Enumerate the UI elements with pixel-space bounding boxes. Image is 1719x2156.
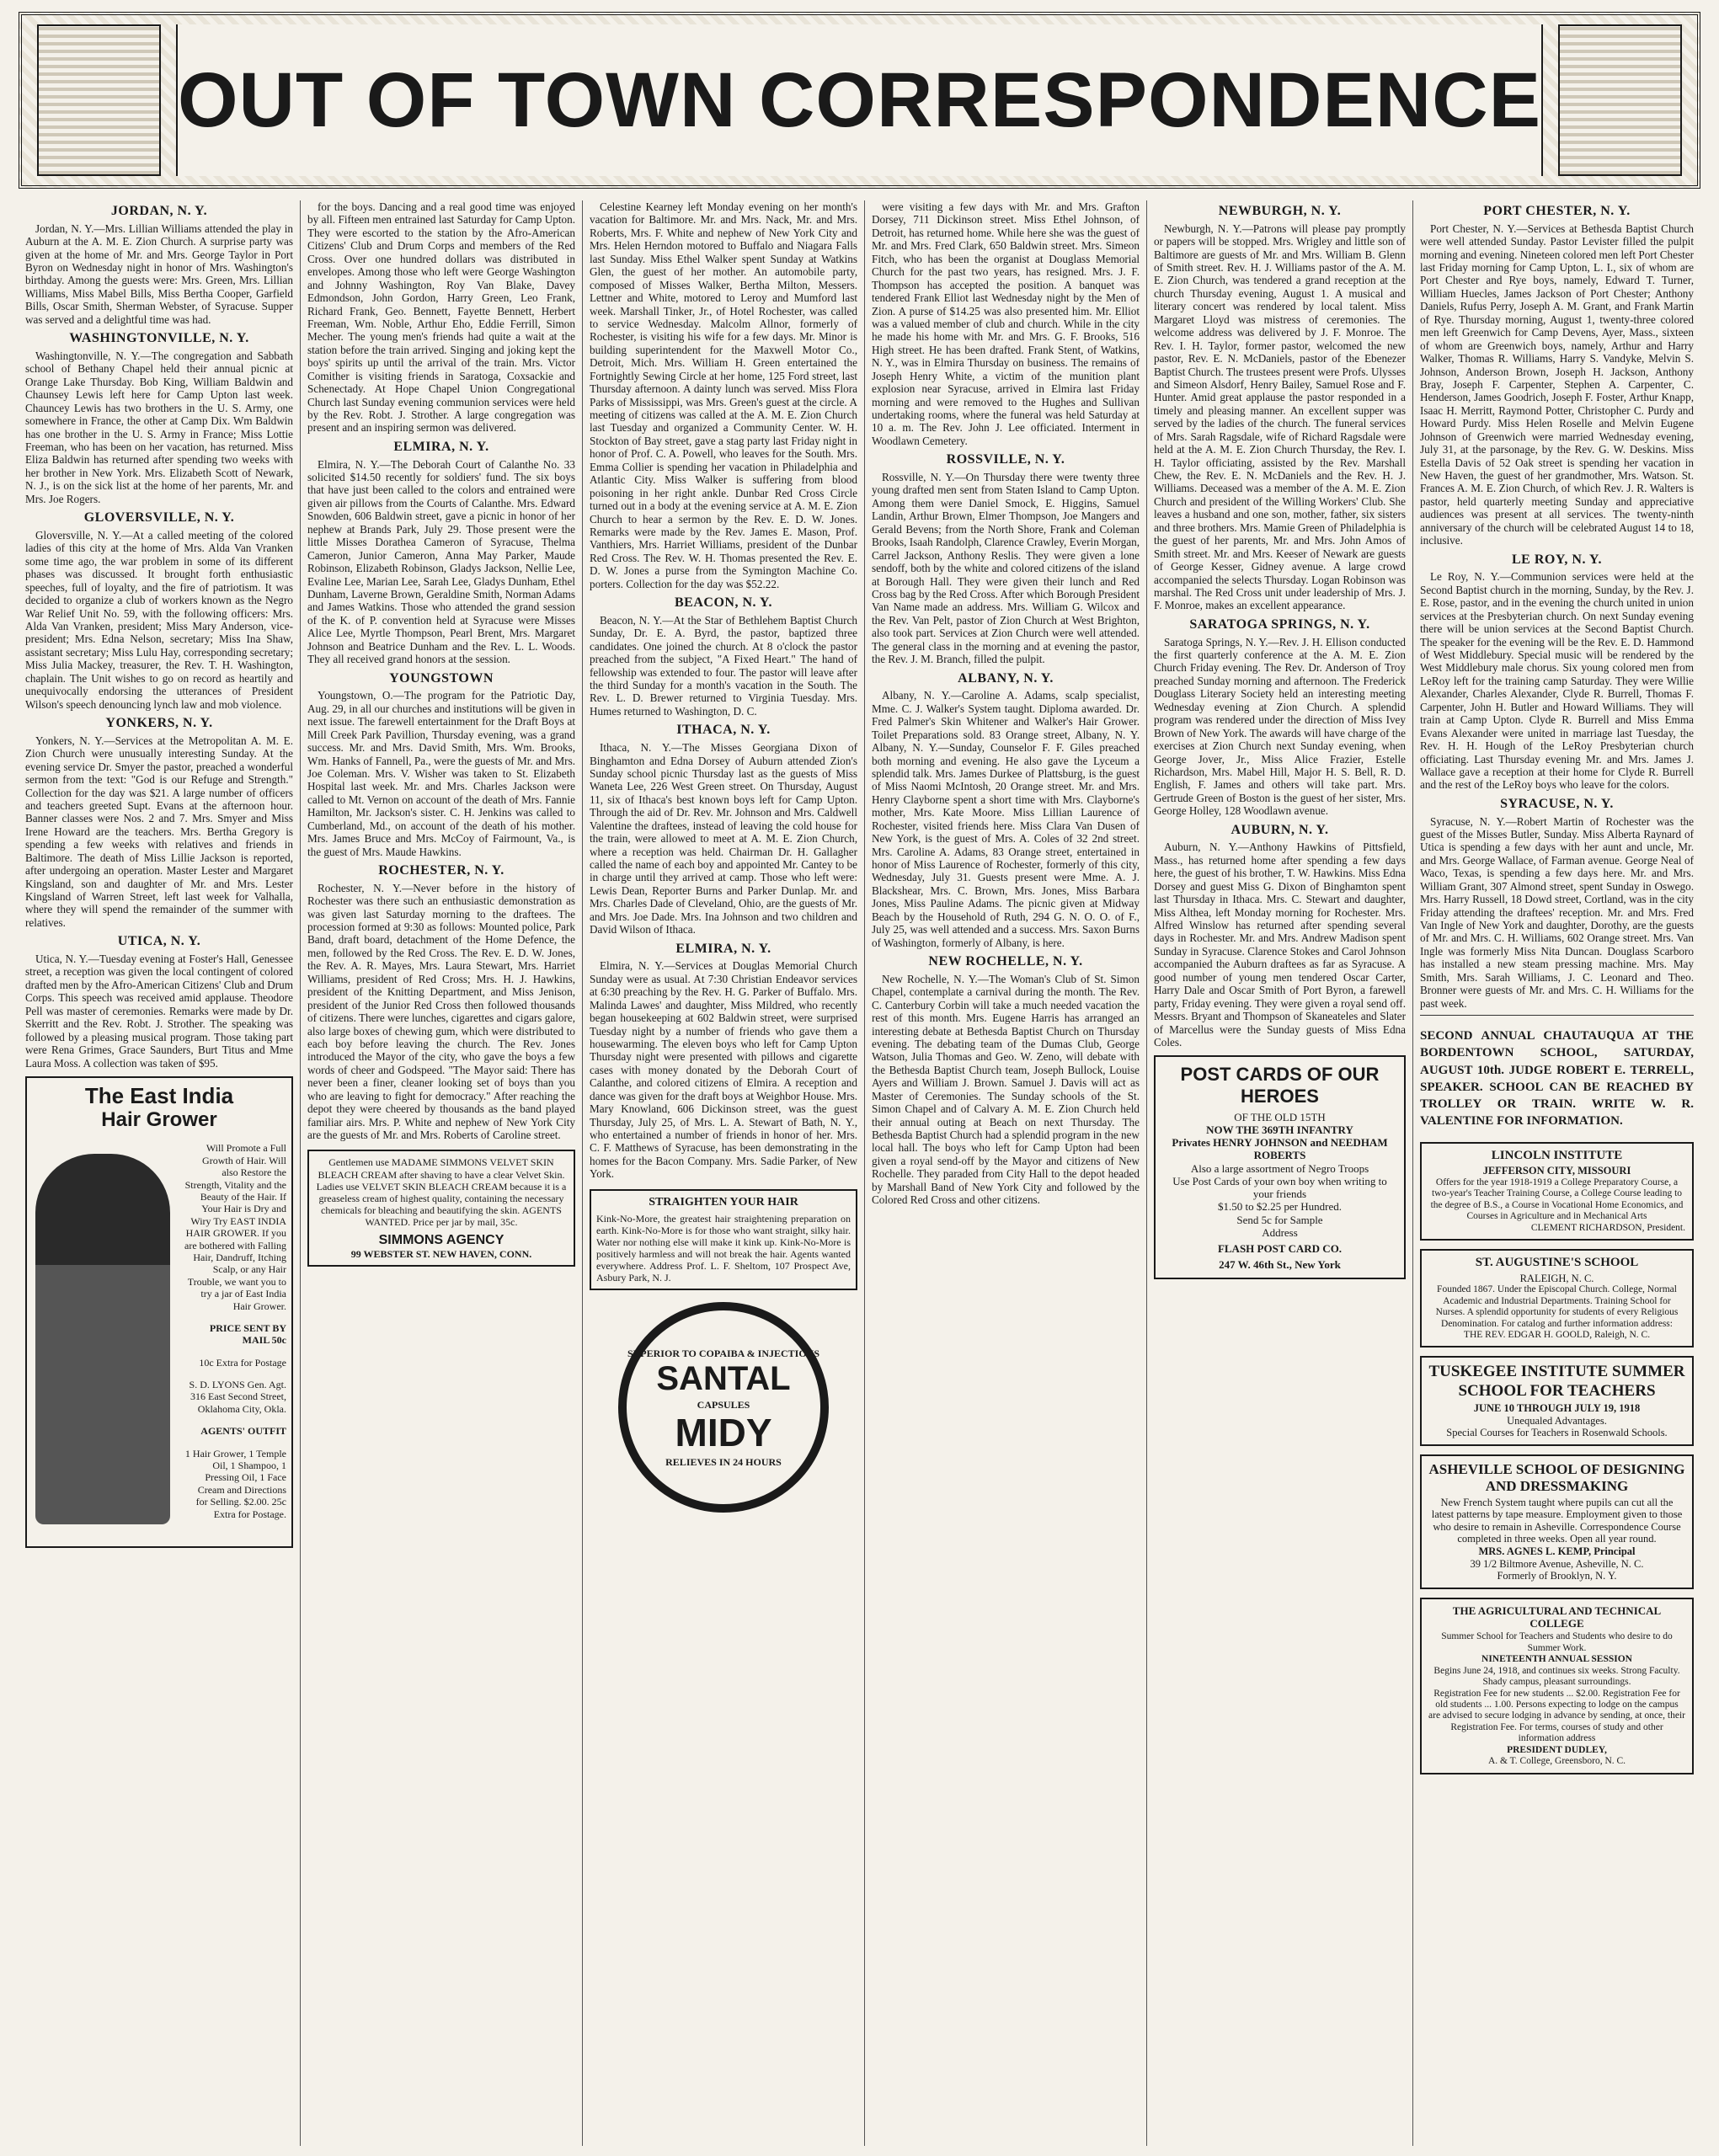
article-body: Newburgh, N. Y.—Patrons will please pay promptly or papers will be stopped. Mrs. Wrigley and little son of Baltimore are guests of Mr. and Mrs. William B. Glenn of Smith street. Rev. H. J. Williams pastor of the A. M. E. Zion Church, was tendered a grand reception at the church Thursday evening, August 1. A musical and literary concert was rendered by local talent. Miss Margaret Lloyd was mistress of ceremonies. The welcome address was delivered by J. F. Monroe. The Rev. I. H. Taylor, former pastor, welcomed the new pastor, Rev. E. N. McDaniels, pastor of the Ebenezer Baptist Church. The trustees present were Profs. Ulysses and Simeon Alsdorf, Henry Bailey, Samuel Rose and F. Hunter. Amid great applause the pastor responded in a timely and pleasing manner. An excellent supper was served by the ladies of the church. The funeral services of Mrs. Sarah Ragsdale, wife of Richard Ragsdale were held at the A. M. E. Zion Church Thursday, the Rev. I. H. Taylor officiating, assisted by the Rev. Marshall Chew, the Rev. E. N. McDaniels and the Rev. H. J. Williams. Deceased was a member of the A. M. E. Zion Church and president of the Willing Workers' Club. She leaves a husband and one son, mother, father, six sisters and three brothers. Mrs. Mamie Green of Philadelphia is the guest of her parents, Mr. and Mrs. John Amos of Smith street. Mr. and Mrs. Keeser of Newark are guests of George Kesser, Gidney avenue. A large crowd accompanied the selects Thursday. Logan Robinson was marshal. The Red Cross unit under leadership of Mrs. J. F. Monroe, makes an excellent appearance. — [1154, 221, 1406, 612]
ad-line: Send 5c for Sample — [1236, 1213, 1323, 1226]
ad-postage: 10c Extra for Postage — [199, 1356, 286, 1369]
notice-chautauqua: SECOND ANNUAL CHAUTAUQUA AT THE BORDENTOWN SCHOOL, SATURDAY, AUGUST 10th. JUDGE ROBERT E. TERRELL, SPEAKER. SCHOOL CAN BE REACHED BY TROLLEY OR TRAIN. WRITE W. R. VALENTINE FOR INFORMATION. — [1420, 1029, 1694, 1129]
ad-session: NINETEENTH ANNUAL SESSION — [1481, 1654, 1632, 1665]
ad-straighten-hair — [590, 1189, 857, 1291]
article-head: YOUNGSTOWN — [389, 670, 494, 686]
ad-subtitle: Hair Grower — [101, 1108, 217, 1132]
ad-address: 247 W. 46th St., New York — [1219, 1258, 1341, 1272]
article-head: UTICA, N. Y. — [117, 934, 201, 949]
ad-company: FLASH POST CARD CO. — [1217, 1241, 1343, 1255]
ad-principal: MRS. AGNES L. KEMP, Principal — [1478, 1545, 1636, 1558]
ad-place: RALEIGH, N. C. — [1519, 1272, 1594, 1284]
masthead-illustration-right — [1558, 24, 1682, 176]
columns-area — [19, 200, 1700, 2146]
article-body: Rossville, N. Y.—On Thursday there were twenty three young drafted men sent from Staten Island to Camp Upton. Among them were Daniel Smock, E. Higgins, Samuel Landin, Arthur Brown, Elmer Thompson, Joe Mangers and Gerald Bevens; from the North Shore, Frank and Coleman Brooks, Isaah Randolph, Clarence Crawley, Everin Morgan, Carrel Jackson, Anthony Reslis. They were given a lone sendoff, both by the white and colored citizens of the island at Borough Hall. They were given their lunch and Red Cross bag by the Red Cross. After which Borough President Van Name made an address. Mrs. William G. Wilcox and the Rev. Van Pelt, pastor of Zion Church at West Brighton, also took part. Services at Zion Church were well attended. The general class in the morning and at evening the pastor, the Rev. J. M. Branch, filled the pulpit. — [872, 471, 1140, 666]
article-elmira-continued — [872, 200, 1140, 447]
ad-line: $1.50 to $2.25 per Hundred. — [1218, 1200, 1342, 1214]
article-rossville — [872, 452, 1140, 665]
ad-body: Offers for the year 1918-1919 a College Preparatory Course, a two-year's Teacher Training Course, a College Course leading to the degree of B.S., a Course in Vocational Home Economics, and Courses in Agriculture and in Mechanical Arts — [1430, 1177, 1684, 1222]
article-head: ALBANY, N. Y. — [958, 670, 1054, 686]
ad-body: Kink-No-More, the greatest hair straightening preparation on earth. Kink-No-More is for those who want straight, silky hair. Water nor nothing else will make it kink up. Kink-No-More is positively harmless and will not break the hair. Agents wanted everywhere. Address Prof. L. F. Sheltom, 107 Prospect Ave, Asbury Park, N. J. — [596, 1213, 851, 1284]
ad-body: New French System taught where pupils can cut all the latest patterns by tape measure. Employment given to those who desire to remain in Asheville. Correspondence Course completed in three weeks. Open all year round. — [1431, 1496, 1683, 1545]
ad-santal-top: SUPERIOR TO COPAIBA & INJECTIONS — [627, 1347, 820, 1359]
ad-asheville-school — [1420, 1454, 1694, 1589]
article-body: Rochester, N. Y.—Never before in the history of Rochester was there such an enthusiastic demonstration as was given last Saturday morning to the draftees. The procession formed at 9:30 as follows: Mounted police, Park Band, draft board, detachment of the Home Defence, the men, followed by the Red Cross. The Rev. E. D. W. Jones, the Rev. A. R. Mayes, Mrs. Laura Stewart, Mrs. Harriet Williams, president of Red Cross; Mrs. H. J. Hawkins, president of the Knitting Department, and Miss Jenison, president of the Junior Red Cross then followed thousands of citizens. There were lunches, cigarettes and cigars galore, also large boxes of chewing gum, which were distributed to each boy before leaving the church. The Rev. Jones introduced the Mayor of the city, who gave the boys a few words of cheer and Godspeed. "The Mayor said: There has never been a finer, cleaner looking set of boys than you who are leaving to fight for democracy." After reaching the depot they were cheered by thousands as the band played familiar airs. Mrs. P. White and nephew of New York City are the guests of Mr. and Mrs. Roberts of Caroline street. — [307, 881, 575, 1142]
article-head: JORDAN, N. Y. — [110, 204, 208, 218]
ad-title: The East India — [84, 1082, 234, 1108]
ad-outfit: 1 Hair Grower, 1 Temple Oil, 1 Shampoo, 1 Pressing Oil, 1 Face Cream and Directions for Selling. $2.00. 25c Extra for Postage. — [184, 1447, 286, 1520]
ad-title: ST. AUGUSTINE'S SCHOOL — [1475, 1256, 1639, 1270]
ad-post-cards — [1154, 1055, 1406, 1279]
ad-santal-midy — [618, 1302, 829, 1513]
article-utica-continued — [307, 200, 575, 435]
article-rochester-continued — [590, 200, 857, 590]
ad-agricultural-technical-college — [1420, 1598, 1694, 1774]
article-youngstown — [307, 671, 575, 858]
article-head: ELMIRA, N. Y. — [675, 941, 771, 956]
masthead — [19, 12, 1700, 189]
article-body: Auburn, N. Y.—Anthony Hawkins of Pittsfield, Mass., has returned home after spending a few days here, the guest of his brother, T. W. Hawkins. Miss Edna Dorsey and guest Miss G. Dixon of Binghamton spent last Thursday in Ithaca. Mrs. C. Stewart and daughter, Miss Althea, left Monday morning for Rochester. Mrs. Alfred Winslow has returned after spending several days in Rochester. Mr. and Mrs. Andrew Madison spent Sunday in Syracuse. Clarence Stokes and Carol Johnson accompanied the Auburn draftees as far as Syracuse. A good number of young men tendered Oscar Carter, Harry Dale and Oscar Smith of Port Byron, a farewell party, Friday evening. They were given a royal send off. Messrs. Bryant and Thompson of Skaneateles and Slater of Marcellus were the Sunday guests of Miss Edna Coles. — [1154, 841, 1406, 1049]
ad-agents: AGENTS' OUTFIT — [200, 1425, 286, 1438]
ad-price: PRICE SENT BY MAIL 50c — [209, 1321, 286, 1347]
ad-address: 39 1/2 Biltmore Avenue, Asheville, N. C. — [1470, 1557, 1644, 1570]
ad-east-india-hair-grower — [25, 1076, 293, 1548]
article-head: ROSSVILLE, N. Y. — [946, 452, 1065, 467]
ad-side-text: Will Promote a Full Growth of Hair. Will also Restore the Strength, Vitality and the Beauty of the Hair. If Your Hair is Dry and Wiry Try EAST INDIA HAIR GROWER. If you are bothered with Falling Hair, Dandruff, Itching Scalp, or any Hair Trouble, we want you to try a jar of East India Hair Grower. — [184, 1142, 286, 1312]
article-head: WASHINGTONVILLE, N. Y. — [69, 331, 249, 346]
ad-line: Unequaled Advantages. — [1507, 1414, 1607, 1427]
ad-line: NOW THE 369TH INFANTRY — [1206, 1123, 1353, 1137]
article-body: New Rochelle, N. Y.—The Woman's Club of St. Simon Chapel, contemplate a carnival during the month. The Rev. C. Canterbury Corbin will take a much needed vacation the rest of this month. Mrs. Eugene Harris has arranged an interesting debate at Bethesda Baptist Church on Thursday evening. The debating team of the Dumas Club, George Watson, Julia Thomas and Geo. W. Zeno, will debate with the Bethesda Baptist Church team, Joseph Bullock, Louise Ayers and William J. Brown. Samuel J. Davis will act as Master of Ceremonies. The Sunday schools of the St. Simon Chapel and of Calvary A. M. E. Zion Church held their annual outing at Beach on next Thursday. The Bethesda Baptist Church had a splendid program in the new local hall. The boys who left for Camp Upton had been given a royal send-off by the Mayor and citizens of New Rochelle. They paraded from City Hall to the depot headed by Marshall Band of New York City and followed by the Colored Red Cross and other citizens. — [872, 972, 1140, 1207]
ad-simmons-agency — [307, 1150, 575, 1267]
ad-dates: JUNE 10 THROUGH JULY 19, 1918 — [1473, 1401, 1641, 1414]
article-body: Youngstown, O.—The program for the Patriotic Day, Aug. 29, in all our churches and institutions will be given in next issue. The farewell entertainment for the Draft Boys at Mill Creek Park Pavillion, Thursday evening, was a grand success. Mr. and Mrs. David Smith, Mrs. Wm. Brooks, Wm. Hanks of Fannell, Pa., were the guests of Mr. and Mrs. Joe Coleman. Mrs. V. Wisher was taken to St. Elizabeth Hospital last week. Mr. and Mrs. Charles Jackson were called to Mt. Vernon on account of the death of Mrs. Fannie Hamilton, Mr. Jackson's sister. C. H. Jenkins was called to Cumberland, Md., on account of the death of his mother. Mrs. James Bruce and Mrs. McCoy of Fairmount, Va., is the guest of Mrs. Maude Hawkins. — [307, 689, 575, 858]
ad-president: PRESIDENT DUDLEY, — [1507, 1744, 1607, 1755]
article-body: Beacon, N. Y.—At the Star of Bethlehem Baptist Church Sunday, Dr. E. A. Byrd, the pastor, baptized three candidates. One joined the church. At 8 o'clock the pastor preached from the subject, "A Fixed Heart." The hand of fellowship was extended to four. The pastor will leave after the third Sunday for a month's vacation in the South. The Rev. L. D. Brewer returned to Virginia Tuesday. Mrs. Humes returned to Washington, D. C. — [590, 613, 857, 718]
article-body: were visiting a few days with Mr. and Mrs. Grafton Dorsey, 711 Dickinson street. Miss Ethel Johnson, of Detroit, has returned home. While here she was the guest of Mr. and Mrs. Fred Clark, 650 Baldwin street. Mrs. Simeon Fitch, who has been the organist at Douglass Memorial Church for the past two years, has resigned. Mrs. J. F. Thompson has accepted the position. A banquet was tendered Frank Elliot last Wednesday night by the Men of Zion. A purse of $14.25 was also presented him. Mr. Elliot was a valued member of club and church. While in the city he made his home with Mr. and Mrs. G. F. Brooks, 516 High street. He has been drafted. Frank Stent, of Watkins, N. Y., was in Elmira Thursday on business. The remains of Joseph Henry White, a victim of the munition plant explosion near Syracuse, arrived in Elmira last Friday morning and were removed to the Hughes and Sullivan undertaking rooms, where the funeral was held Saturday at 10 a. m. The Rev. John J. Lee officiated. Interment in Woodlawn Cemetery. — [872, 200, 1140, 447]
ad-santal-caps: CAPSULES — [697, 1398, 750, 1411]
column-2 — [301, 200, 583, 2146]
ad-line: Registration Fee for new students ... $2.00. Registration Fee for old students ... 1.00. Persons expecting to lodge on the campus are advised to secure lodging in advance by sending, at once, their Registration Fee. For terms, courses of study and other information address — [1428, 1688, 1685, 1744]
article-utica — [25, 934, 293, 1070]
article-head: AUBURN, N. Y. — [1231, 822, 1329, 837]
column-3 — [583, 200, 865, 2146]
article-body: Washingtonville, N. Y.—The congregation and Sabbath school of Bethany Chapel held their annual picnic at Orange Lake Thursday. Bob King, William Baldwin and Chaunsey Lewis left here for Camp Upton last week. Chauncey Lewis has two brothers in the U. S. Army, one somewhere in France, the other at Camp Dix. Wm Baldwin has one brother in the U. S. Army in France; Miss Lottie Freeman, who has been on her vacation, has returned. Miss Eliza Baldwin has returned after spending two weeks with her brother in New York. Mrs. Elizabeth Scott of Newark, N. J., is on the sick list at the home of her parents, Mr. and Mrs. Joe Rogers. — [25, 349, 293, 505]
article-gloversville — [25, 510, 293, 711]
article-head: SYRACUSE, N. Y. — [1500, 796, 1614, 811]
ad-line: Privates HENRY JOHNSON and NEEDHAM ROBERTS — [1172, 1136, 1388, 1162]
ad-address: 99 WEBSTER ST. NEW HAVEN, CONN. — [350, 1248, 532, 1261]
ad-tuskegee-summer-school — [1420, 1356, 1694, 1445]
article-body: Yonkers, N. Y.—Services at the Metropolitan A. M. E. Zion Church were unusually interesting Sunday. At the evening service Dr. Smyer the pastor, preached a wonderful sermon from the text: "God is our Refuge and Strength." Collection for the day was $21. A large number of officers and teachers greeted Supt. Evans at the afternoon hour. Banner classes were Nos. 2 and 7. Mrs. Smyer and Miss Irene Howard are the teachers. Mrs. Bertha Gregory is spending a few weeks with relatives and friends in Baltimore. The death of Miss Lillie Jackson is reported, after undergoing an operation. Master Lester and Margaret Kingsland, son and daughter of Mr. and Mrs. Lester Kingsland of Warren Street, left last week for Valhalla, where they will spend the remainder of the summer with relatives. — [25, 734, 293, 929]
column-1 — [19, 200, 301, 2146]
ad-line: Summer School for Teachers and Students who desire to do Summer Work. — [1441, 1631, 1673, 1653]
article-body: Port Chester, N. Y.—Services at Bethesda Baptist Church were well attended Sunday. Pastor Levister filled the pulpit morning and evening. Nineteen colored men left Port Chester last Friday morning for Camp Upton, L. I., six of whom are Port Chester and Rye boys, namely, Edward T. Turner, William Huecles, James Jackson of Port Chester; Anthony Daniels, Rufus Perry, Joseph A. M. Grant, and Frank Martin of Rye. Thursday morning, August 1, twenty-three colored men left Greenwich for Camp Devens, Ayer, Mass., sixteen of whom are Greenwich boys, namely, Arthur and Harry Walker, Thomas R. Williams, Harry S. Vandyke, Melvin S. Johnson, Anderson Brown, Joseph H. Jackson, Anthony Bray, Joseph F. Carpenter, Stephen A. Carpenter, C. Henderson, James Goodrich, Joseph F. Foster, Arthur Knapp, Isaac H. Merritt, Raymond Potter, Christopher C. Purdy and Howard Purdy. Miss Helen Roselle and Melvin Eugene Johnson of Greenwich were married Wednesday evening, July 31, at the parsonage, by the Rev. G. W. Deskins. Miss Estella Davis of 52 Oak street is spending her vacation in New Haven, the guest of her grandmother, Mrs. Watson. St. Frances A. M. E. Zion Church, of which Rev. J. R. Walters is pastor, held quarterly meeting Sunday and appreciative audiences was present at all services. The twenty-ninth anniversary of the church will be celebrated August 14 to 18, inclusive. — [1420, 221, 1694, 547]
ad-title: ASHEVILLE SCHOOL OF DESIGNING AND DRESSMAKING — [1428, 1460, 1685, 1494]
article-head: GLOVERSVILLE, N. Y. — [83, 510, 235, 526]
ad-line: Address — [1262, 1225, 1298, 1239]
article-head: LE ROY, N. Y. — [1512, 552, 1602, 567]
ad-line: Also a large assortment of Negro Troops — [1190, 1161, 1369, 1175]
ad-title: STRAIGHTEN YOUR HAIR — [649, 1195, 798, 1209]
article-head: PORT CHESTER, N. Y. — [1483, 204, 1631, 218]
masthead-illustration-left — [37, 24, 161, 176]
ad-title: TUSKEGEE INSTITUTE SUMMER SCHOOL FOR TEACHERS — [1428, 1363, 1685, 1400]
article-body: Celestine Kearney left Monday evening on her month's vacation for Baltimore. Mr. and Mrs. Nack, Mr. and Mrs. Roberts, Mrs. F. White and nephew of New York City and Mrs. Helen Herndon motored to Buffalo and Niagara Falls last Sunday. Miss Ethel Walker spent Sunday at Watkins Glen, the guest of her mother. An automobile party, composed of Misses Walker, Bertha Milton, Messers. Lettner and White, motored to Leroy and Mumford last week. Marshall Tinker, Jr., of Hotel Rochester, was called to service Wednesday. Malcolm Allnor, formerly of Rochester, is visiting his wife for a few days. Mr. Minor is building superintendent for the Maxwell Motor Co., Detroit, Mich. Mrs. William H. Green entertained the Fortnightly Sewing Circle at her home, 125 Ford street, last Thursday afternoon. A dainty lunch was served. Miss Flora Parks of Mississippi, was Mrs. Green's guest at the circle. A meeting of citizens was called at the A. M. E. Zion Church last Tuesday and organized a Community Center. W. H. Stockton of Bay street, gave a stag party last Friday night in honor of Prof. C. A. Powell, who leaves for the South. Mrs. Emma Collier is spending her vacation in Philadelphia and Atlantic City. Miss Walker is suffering from blood poisoning in her right ankle. Dunbar Red Cross Circle turned out in a body at the evening service at A. M. E. Zion Church to hear a sermon by the Rev. E. D. W. Jones. Remarks were made by the Rev. James E. Mason, Prof. Vanthiers, Mrs. Harriet Williams, president of the Dunbar Red Cross. The Rev. W. H. Thomas presented the Rev. E. D. W. Jones a purse from the Symington Machine Co. porters. Collection for the day was $52.22. — [590, 200, 857, 590]
article-auburn — [1154, 823, 1406, 1049]
ad-formerly: Formerly of Brooklyn, N. Y. — [1497, 1570, 1617, 1582]
ad-st-augustines-school — [1420, 1249, 1694, 1348]
ad-line: OF THE OLD 15TH — [1234, 1110, 1326, 1123]
article-head: ROCHESTER, N. Y. — [378, 863, 504, 878]
column-4 — [865, 200, 1147, 2146]
ad-lincoln-institute — [1420, 1142, 1694, 1241]
article-body: for the boys. Dancing and a real good time was enjoyed by all. Fifteen men entrained last Saturday for Camp Upton. They were escorted to the station by the Afro-American Citizens' Club and Drum Corps and members of the Red Cross. Over one hundred dollars was distributed in envelopes. Among those who left were George Washington and Johnny Washington, Roy Van Blake, Davey Edmondson, John Gordon, Harry Green, Leo Frank, Richard Frank, Geo. Bennett, Fayette Bennett, Herbert Freeman, Wm. Noble, Arthur Eho, Eddie Ferrill, Simon Mecher. The young men's friends had quite a wait at the station before the train arrived. Singing and joking kept the boys' spirits up until the arrival of the train. Mrs. Victor Comither is visiting friends in Saratoga, Coxsackie and Schenectady. At Hope Chapel Union Congregational Church last Sunday evening communion services were held by the Rev. Robt. J. Strother. A large congregation was present and an inspiring sermon was delivered. — [307, 200, 575, 435]
ad-place: JEFFERSON CITY, MISSOURI — [1482, 1165, 1631, 1177]
article-head: ITHACA, N. Y. — [676, 723, 771, 738]
article-elmira-2 — [590, 942, 857, 1181]
article-le-roy — [1420, 552, 1694, 792]
ad-agency-name: SIMMONS AGENCY — [378, 1232, 504, 1247]
article-head: ELMIRA, N. Y. — [393, 439, 489, 454]
article-head: SARATOGA SPRINGS, N. Y. — [1189, 616, 1370, 632]
ad-title: POST CARDS OF OUR HEROES — [1180, 1064, 1380, 1107]
article-body: Le Roy, N. Y.—Communion services were held at the Second Baptist church in the morning, Sunday, by the Rev. J. E. Rose, pastor, and in the evening the church united in union services at the Presbyterian church. On next Sunday evening there will be union services at the Second Baptist Church. The speaker for the evening will be the Rev. E. D. Hammond of West Middlebury. Special music will be rendered by the West Middlebury male chorus. Six young colored men from LeRoy left for the training camp Saturday. They were Willie Alexander, Charles Alexander, Clyde R. Burrell, Thomas F. Carpenter, John H. Butler and Howard Williams. They will train at Camp Upton. Clyde R. Burrell and Miss Emma Evans Alexander were united in marriage last Tuesday, the Rev. H. H. Hough of the LeRoy Presbyterian church officiating. Last Thursday evening Mr. and Mrs. James J. Wallace gave a reception at their home for Clyde R. Burrell and the rest of the LeRoy boys who leave for the colors. — [1420, 570, 1694, 792]
article-new-rochelle — [872, 954, 1140, 1207]
article-body: Ithaca, N. Y.—The Misses Georgiana Dixon of Binghamton and Edna Dorsey of Auburn attended Zion's Sunday school picnic Thursday last as the guests of Miss Waneta Lee, 226 West Green street. On Thursday, August 11, six of Ithaca's best known boys left for Camp Upton. Through the aid of Dr. Rev. Mr. Johnson and Mrs. Caldwell Valentine the draftees, instead of leaving the cold house for the train, were allowed to meet at A. M. E. Zion Church, where a reception was held. Chairman Dr. H. Gallagher called the name of each boy and appointed Mr. Cantey to be in charge until they arrived at camp. Those who left were: Lewis Dean, Reporter Burns and Parker Dunlap. Mr. and Mrs. Charles Dade of Cleveland, Ohio, are the guests of Mr. and Mrs. Joe Dade. Mrs. Ina Johnson and two children and David Wilson of Ithaca. — [590, 741, 857, 937]
article-newburgh — [1154, 204, 1406, 612]
ad-line: Begins June 24, 1918, and continues six weeks. Strong Faculty. Shady campus, pleasant surroundings. — [1433, 1665, 1680, 1688]
ad-body: Gentlemen use MADAME SIMMONS VELVET SKIN BLEACH CREAM after shaving to have a clear Velvet Skin. Ladies use VELVET SKIN BLEACH CREAM because it is a greaseless cream of highest quality, containing the necessary chemicals for bleaching and beautifying the skin. AGENTS WANTED. Price per jar by mail, 35c. — [316, 1156, 567, 1228]
article-head: NEW ROCHELLE, N. Y. — [928, 954, 1083, 969]
article-port-chester — [1420, 204, 1694, 547]
page-title: OUT OF TOWN CORRESPONDENCE — [176, 24, 1543, 176]
ad-santal-midy: MIDY — [675, 1410, 772, 1454]
article-beacon — [590, 595, 857, 718]
ad-maker: S. D. LYONS Gen. Agt. 316 East Second Street, Oklahoma City, Okla. — [189, 1379, 286, 1415]
article-washingtonville — [25, 331, 293, 505]
ad-sign: CLEMENT RICHARDSON, President. — [1530, 1222, 1685, 1233]
ad-address: A. & T. College, Greensboro, N. C. — [1487, 1756, 1626, 1767]
ad-line: Special Courses for Teachers in Rosenwald Schools. — [1446, 1427, 1668, 1439]
article-body: Saratoga Springs, N. Y.—Rev. J. H. Ellison conducted the first quarterly conference at the A. M. E. Zion Church Friday evening. The Rev. Dr. Anderson of Troy preached Sunday morning and afternoon. The Frederick Douglass Literary Society held an interesting meeting Wednesday evening at Zion Church. A splendid program was rendered under the direction of Miss Ivey Brown of New York. The awards will have charge of the exercises at Zion Church next Sunday evening, when George Jover, Jr., Miss Alice Frazier, Estelle Richardson, Mrs. Mabel Hill, Major H. S. Bell, R. D. English, F. James and others will take part. Mrs. Gertrude Green of Boston is the guest of her sister, Mrs. George Holley, 128 Woodlawn avenue. — [1154, 635, 1406, 818]
woman-long-hair-illustration — [35, 1154, 170, 1524]
ad-body: Founded 1867. Under the Episcopal Church. College, Normal Academic and Industrial Departments. Training School for Nurses. A splendid opportunity for students of every Religious Denomination. For catalog and further information address: — [1435, 1284, 1679, 1329]
ad-line: Use Post Cards of your own boy when writing to your friends — [1172, 1174, 1387, 1201]
article-body: Elmira, N. Y.—Services at Douglas Memorial Church Sunday were as usual. At 7:30 Christian Endeavor services at 6:30 preaching by the Rev. H. G. Parker of Buffalo. Mrs. Malinda Lawes' and daughter, Miss Mildred, who recently began housekeeping at 602 Baldwin street, were surprised Tuesday night by a number of friends who gave them a housewarming. The eleven boys who left for Camp Upton Thursday night were presented with pillows and cigarette cases with money donated by the Deborah Court of Calanthe, and colored citizens of Elmira. A reception and dance was given for the draft boys at Weighbor House. Mrs. Mary Knowland, 606 Dickinson street, was the guest Thursday, July 25, of Mrs. L. A. Stewart of Bath, N. Y., who entertained a number of friends in honor of her. Mrs. C. F. Matthews of Syracuse, has been demonstrating in the homes for the Bacon Company. Mrs. Sadie Parker, of New York. — [590, 959, 857, 1181]
article-head: BEACON, N. Y. — [675, 595, 772, 611]
divider — [1420, 1015, 1694, 1016]
article-body: Syracuse, N. Y.—Robert Martin of Rochester was the guest of the Misses Butler, Sunday. Miss Alberta Raynard of Utica is spending a few days with her aunt and uncle, Mr. and Mrs. George Wallace, of Farman avenue. George Neal of Waco, Texas, is spending a few days here. Mr. and Mrs. William Grant, 307 Almond street, spent Sunday in Oswego. Mrs. Harry Russell, 18 Dowd street, Cortland, was in the city Friday attending the draftees' reception. Mr. and Mrs. Fred Van Ingle of New York and daughter, Dorothy, are the guests of Mr. and Mrs. C. H. Williams, 602 Orange street. Mrs. Van Ingle was formerly Miss Nita Duncan. Douglass Scarboro has installed a new steam pressing machine. Mrs. May Smith, Mrs. Sarah Williams, J. C. Leonard and Theo. Bronner were guests of Mr. and Mrs. C. H. Williams for the past week. — [1420, 814, 1694, 1010]
column-6 — [1413, 200, 1700, 2146]
ad-sign: THE REV. EDGAR H. GOOLD, Raleigh, N. C. — [1463, 1330, 1651, 1341]
article-body: Elmira, N. Y.—The Deborah Court of Calanthe No. 33 solicited $14.50 recently for soldiers' fund. The six boys that have just been called to the colors and entrained were given air pillows from the Courts of Calanthe. Mrs. Edward Snowden, 606 Baldwin street, gave a picnic in honor of her nephew at Brands Park, July 29. Those present were the little Misses Dorathea Cameron of Syracuse, Thelma Cameron, Junior Cameron, Anna May Parker, Maude Robinson, Elizabeth Robinson, Gladys Jackson, Nellie Lee, Evaline Lee, Marian Lee, Sarah Lee, Gladys Dunham, Ethel Dunham, Laverne Brown, Geraldine Smith, Norman Adams and James Watkins. Those who attended the grand session of the K. of P. convention held at Syracuse were Misses Alice Lee, Myrtle Thompson, Pearl Brent, Mrs. Margaret Johnson and Beatrice Dunham and the Rev. L. L. Woods. They all received grand honors at the session. — [307, 457, 575, 666]
article-ithaca — [590, 723, 857, 936]
article-body: Jordan, N. Y.—Mrs. Lillian Williams attended the play in Auburn at the A. M. E. Zion Church. A surprise party was given at the home of Mr. and Mrs. George Taylor in Port Byron on Wednesday night in honor of Mrs. Washington's birthday. Among the guests were: Mrs. Green, Mrs. Lillian Williams, Miss Mabel Bills, Miss Bertha Cooper, Garfield Bills, Oscar Smith, Sherman Webster, of Syracuse. Supper was served and a delightful time was had. — [25, 221, 293, 326]
article-body: Utica, N. Y.—Tuesday evening at Foster's Hall, Genessee street, a reception was given the local contingent of colored drafted men by the Afro-American Citizens' Club and Drum Corps. This speech was received amid applause. Theodore Pell was master of ceremonies. Remarks were made by Dr. Skerritt and the Rev. Robt. J. Strother. The speaking was followed by a pleasing musical program. Those taking part were Rena Grimes, Grace Saunders, Burt Titus and Mme Laura Moss. A collection was taken of $95. — [25, 953, 293, 1070]
article-syracuse — [1420, 797, 1694, 1010]
article-jordan — [25, 204, 293, 326]
article-head: YONKERS, N. Y. — [105, 716, 213, 731]
ad-santal-name: SANTAL — [656, 1360, 791, 1398]
column-5 — [1147, 200, 1413, 2146]
article-rochester — [307, 863, 575, 1141]
article-body: Gloversville, N. Y.—At a called meeting of the colored ladies of this city at the home of Mrs. Alda Van Vranken some time ago, the war problem in some of its different phases was discussed. It brought forth enthusiastic speeches, full of loyalty, and the fire of patriotism. It was decided to organize a club of workers known as the Negro War Relief Unit No. 59, with the following officers: Mrs. Alda Van Vranken, president; Miss Mary Anderson, vice-president; Mrs. Edna Nelson, secretary; Miss Ina Shaw, assistant secretary; Miss Lulu Hay, corresponding secretary; Miss Julia Mackey, treasurer, the Rev. T. H. Washington, chaplain. The Unit wishes to go on record as heartily and unequivocally endorsing the utterances of President Wilson's speech denouncing lynch law and mob violence. — [25, 528, 293, 711]
ad-title: LINCOLN INSTITUTE — [1491, 1148, 1623, 1162]
ad-santal-bottom: RELIEVES IN 24 HOURS — [665, 1455, 782, 1468]
article-yonkers — [25, 716, 293, 929]
article-body: Albany, N. Y.—Caroline A. Adams, scalp specialist, Mme. C. J. Walker's System taught. Diploma awarded. Dr. Fred Palmer's Skin Whitener and Walker's Hair Grower. Toilet Preparations sold. 83 Orange street, Albany, N. Y. Albany, N. Y.—Sunday, Counselor F. F. Giles preached both morning and evening. He also gave the Lyceum a splendid talk. Mrs. James Durkee of Plattsburg, is the guest of Miss Naomi McIntosh, 20 Orange street. Mr. and Mrs. Henry Clayborne spent a short time with Mrs. Clayborne's mother, Mrs. Kate Moore. Miss Lillian Laurence of Rochester, visited friends here. Miss Clara Van Dusen of New York, is the guest of Mrs. A. Coles of 32 2nd street. Mrs. Caroline A. Adams, 83 Orange street, entertained in honor of Miss Laurence of Rochester, formerly of this city, Wednesday, July 31. Guests present were Mme. A. J. Blackshear, Mrs. C. Brown, Mrs. Jones, Miss Barbara Jones, Miss Pauline Adams. The picnic given at Midway Beach by the Household of Ruth, 294 G. N. O. O. of F., July 25, was well attended and a success. Mrs. Saxon Burns of Washington, formerly of Albany, is here. — [872, 689, 1140, 949]
ad-title: THE AGRICULTURAL AND TECHNICAL COLLEGE — [1452, 1604, 1662, 1630]
article-albany — [872, 671, 1140, 949]
article-head: NEWBURGH, N. Y. — [1218, 204, 1342, 218]
article-elmira — [307, 440, 575, 666]
article-saratoga-springs — [1154, 617, 1406, 818]
ad-body — [184, 1142, 286, 1520]
